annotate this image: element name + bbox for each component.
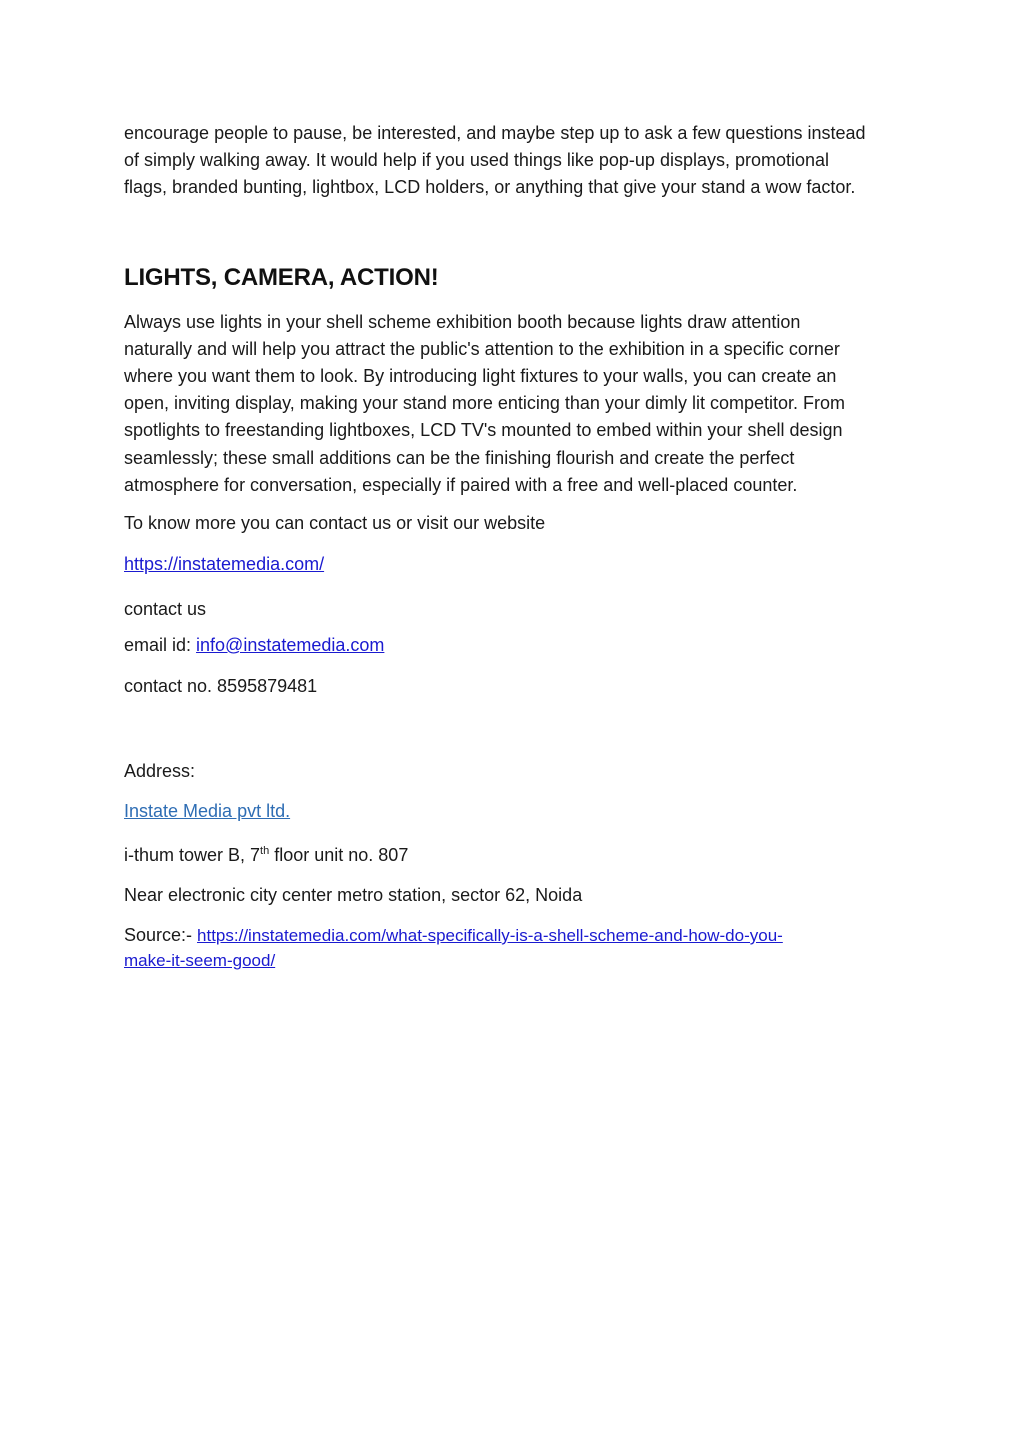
lights-line-6: seamlessly; these small additions can be the finishing flourish and create the perfect <box>124 447 795 468</box>
email-link[interactable]: info@instatemedia.com <box>196 635 385 656</box>
intro-line-3: flags, branded bunting, lightbox, LCD holders, or anything that give your stand a wow factor. <box>124 177 856 198</box>
lights-line-4: open, inviting display, making your stand more enticing than your dimly lit competitor. From <box>124 393 845 414</box>
phone-text: contact no. 8595879481 <box>124 676 318 697</box>
email-line <box>124 633 902 657</box>
intro-line-1: encourage people to pause, be interested, and maybe step up to ask a few questions instead <box>124 123 866 143</box>
source-label: Source:- <box>124 925 198 946</box>
address-line-1-rest: floor unit no. 807 <box>269 845 409 866</box>
intro-line-2: of simply walking away. It would help if you used things like pop-up displays, promotional <box>124 150 830 171</box>
contact-us-text: contact us <box>124 599 207 620</box>
lights-line-3: where you want them to look. By introducing light fixtures to your walls, you can create an <box>124 366 837 387</box>
address-line-1 <box>124 839 902 867</box>
know-more-text: To know more you can contact us or visit our website <box>124 513 546 534</box>
lights-line-5: spotlights to freestanding lightboxes, LCD TV's mounted to embed within your shell design <box>124 420 843 441</box>
address-line-2: Near electronic city center metro station, sector 62, Noida <box>124 885 583 906</box>
intro-paragraph <box>124 120 902 202</box>
company-link[interactable]: Instate Media pvt ltd. <box>124 801 291 822</box>
address-line-1-text: i-thum tower B, 7 <box>124 845 261 866</box>
lights-line-1: Always use lights in your shell scheme exhibition booth because lights draw attention <box>124 311 801 332</box>
source-line <box>124 923 902 973</box>
lights-line-2: naturally and will help you attract the public's attention to the exhibition in a specific corner <box>124 338 840 359</box>
address-label: Address: <box>124 761 196 782</box>
lights-paragraph <box>124 309 902 499</box>
address-line-1-sup: th <box>260 845 270 858</box>
website-link[interactable]: https://instatemedia.com/ <box>124 554 325 575</box>
section-heading: LIGHTS, CAMERA, ACTION! <box>124 263 439 291</box>
lights-line-7: atmosphere for conversation, especially if paired with a free and well-placed counter. <box>124 474 798 495</box>
source-link-part-2[interactable]: make-it-seem-good/ <box>124 951 276 971</box>
document-page <box>124 120 902 973</box>
email-label: email id: <box>124 635 197 656</box>
source-link-part-1[interactable]: https://instatemedia.com/what-specifically-is-a-shell-scheme-and-how-do-you- <box>197 926 783 946</box>
